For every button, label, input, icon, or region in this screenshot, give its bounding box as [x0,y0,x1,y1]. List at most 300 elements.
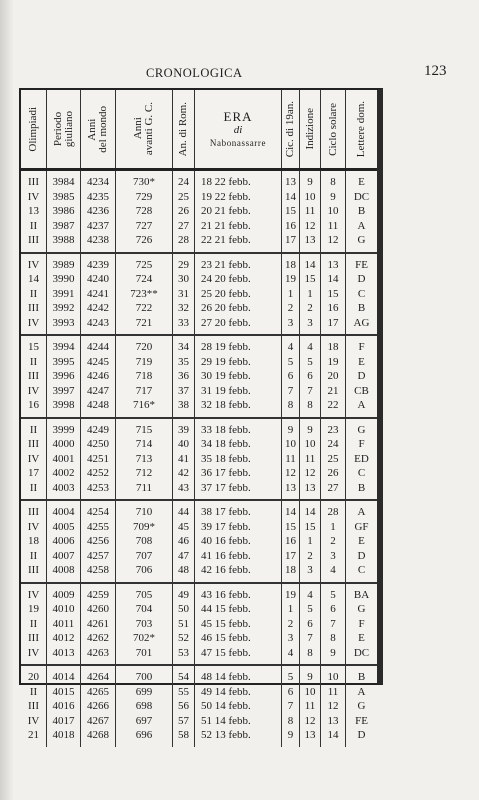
cell-periodo-giuliano: 3990 [52,273,75,285]
cell-ciclo-solare: 14 [327,273,339,285]
cell-ciclo-solare: 16 [327,302,339,314]
cell-periodo-giuliano: 4007 [52,549,75,562]
cell-anno-roma: 55 [178,685,189,698]
table-row [21,272,377,287]
cell-olimpiade: 18 [28,535,39,547]
cell-periodo-giuliano: 3997 [52,384,75,397]
table-row [21,646,377,661]
cell-lettera-domenicale: C [357,564,366,576]
table-row [21,384,377,399]
cell-indizione: 4 [307,341,313,353]
cell-ciclo-lunare: 3 [287,316,294,329]
cell-ciclo-lunare: 2 [287,302,294,314]
cell-era-nabonassarre: 18 22 febb. [201,176,251,188]
table-row [21,631,377,646]
cell-indizione: 13 [304,481,316,494]
cell-anno-avanti-cristo: 716* [133,399,155,411]
cell-anno-avanti-cristo: 696 [135,729,153,741]
cell-anno-avanti-cristo: 701 [135,646,153,659]
col-header-ciclo-solare: Ciclo solare [321,90,346,168]
cell-ciclo-solare: 3 [330,549,336,562]
page-edge-shadow [0,0,14,800]
cell-ciclo-lunare: 1 [287,603,294,615]
row-group [21,419,377,502]
cell-era-nabonassarre: 29 19 febb. [201,355,251,368]
cell-olimpiade: 21 [28,729,39,741]
cell-ciclo-solare: 8 [330,176,336,188]
cell-ciclo-solare: 13 [327,258,339,271]
cell-era-nabonassarre: 51 14 febb. [201,714,251,727]
cell-era-nabonassarre: 26 20 febb. [201,302,251,314]
table-row [21,602,377,617]
cell-anno-mondo: 4261 [87,617,109,630]
cell-anno-avanti-cristo: 709* [133,520,155,533]
cell-anno-avanti-cristo: 729 [135,190,153,203]
row-group [21,666,377,747]
cell-periodo-giuliano: 4014 [52,671,75,683]
cell-anno-mondo: 4240 [87,273,109,285]
col-header-periodo: Periodo giuliano [47,90,81,168]
cell-periodo-giuliano: 3986 [52,205,75,217]
cell-anno-mondo: 4239 [87,258,109,271]
cell-era-nabonassarre: 36 17 febb. [201,467,251,479]
cell-anno-roma: 34 [178,341,189,353]
cell-ciclo-lunare: 12 [285,467,296,479]
cell-ciclo-solare: 23 [327,423,339,436]
cell-ciclo-solare: 2 [330,535,336,547]
cell-anno-avanti-cristo: 698 [135,700,153,712]
cell-olimpiade: IV [27,714,40,727]
cell-olimpiade: II [29,423,38,436]
cell-periodo-giuliano: 4008 [52,564,75,576]
cell-lettera-domenicale: A [357,219,366,232]
cell-ciclo-lunare: 15 [285,520,296,533]
cell-anno-avanti-cristo: 726 [135,234,153,246]
cell-anno-roma: 53 [178,646,189,659]
cell-lettera-domenicale: DC [353,190,370,203]
cell-anno-mondo: 4237 [87,219,109,232]
cell-olimpiade: III [28,438,39,450]
cell-ciclo-lunare: 4 [287,341,294,353]
cell-anno-mondo: 4253 [87,481,109,494]
cell-ciclo-solare: 14 [327,729,339,741]
cell-anno-avanti-cristo: 715 [135,423,153,436]
cell-periodo-giuliano: 4002 [52,467,75,479]
cell-anno-mondo: 4241 [87,287,109,300]
cell-ciclo-lunare: 5 [287,355,294,368]
table-row [21,534,377,549]
cell-olimpiade: IV [27,588,40,601]
cell-ciclo-solare: 11 [327,219,339,232]
cell-indizione: 11 [304,700,316,712]
cell-periodo-giuliano: 4004 [52,506,75,518]
table-row [21,369,377,384]
col-header-roma: An. di Rom. [173,90,195,168]
cell-periodo-giuliano: 4001 [52,452,75,465]
table-row [21,617,377,632]
cell-lettera-domenicale: FE [355,714,368,727]
cell-anno-roma: 40 [178,438,189,450]
cell-era-nabonassarre: 47 15 febb. [201,646,251,659]
cell-indizione: 1 [307,287,313,300]
cell-olimpiade: II [29,355,38,368]
cell-era-nabonassarre: 21 21 febb. [201,219,251,232]
table-row [21,340,377,355]
cell-ciclo-solare: 19 [327,355,339,368]
cell-lettera-domenicale: FE [355,258,368,271]
cell-ciclo-lunare: 9 [287,423,294,436]
cell-periodo-giuliano: 4016 [52,700,75,712]
col-header-indizione: Indizione [300,90,321,168]
cell-indizione: 1 [307,535,313,547]
cell-ciclo-lunare: 11 [285,452,296,465]
cell-ciclo-lunare: 6 [287,685,294,698]
cell-indizione: 12 [304,219,316,232]
cell-anno-avanti-cristo: 700 [135,671,153,683]
cell-periodo-giuliano: 4012 [52,632,75,644]
cell-periodo-giuliano: 3998 [52,399,75,411]
cell-era-nabonassarre: 49 14 febb. [201,685,251,698]
cell-olimpiade: IV [27,520,40,533]
cell-era-nabonassarre: 44 15 febb. [201,603,251,615]
cell-lettera-domenicale: B [357,481,366,494]
cell-era-nabonassarre: 25 20 febb. [201,287,251,300]
cell-era-nabonassarre: 43 16 febb. [201,588,251,601]
cell-era-nabonassarre: 34 18 febb. [201,438,251,450]
cell-anno-mondo: 4249 [87,423,109,436]
cell-anno-mondo: 4250 [87,438,109,450]
cell-periodo-giuliano: 3992 [52,302,75,314]
cell-indizione: 3 [307,564,313,576]
cell-periodo-giuliano: 3988 [52,234,75,246]
cell-ciclo-solare: 27 [327,481,339,494]
cell-indizione: 12 [304,714,316,727]
cell-olimpiade: IV [27,316,40,329]
cell-anno-mondo: 4235 [87,190,109,203]
cell-indizione: 13 [304,729,316,741]
cell-anno-roma: 57 [178,714,189,727]
cell-anno-mondo: 4244 [87,341,109,353]
cell-ciclo-lunare: 1 [287,287,294,300]
cell-lettera-domenicale: A [357,506,366,518]
cell-lettera-domenicale: E [358,176,365,188]
cell-anno-roma: 49 [178,588,189,601]
cell-ciclo-solare: 7 [330,617,336,630]
cell-anno-mondo: 4268 [87,729,109,741]
cell-ciclo-lunare: 5 [287,671,294,683]
row-group [21,584,377,667]
cell-anno-roma: 32 [178,302,189,314]
cell-anno-mondo: 4257 [87,549,109,562]
table-body [21,171,377,747]
cell-ciclo-lunare: 4 [287,646,294,659]
cell-periodo-giuliano: 4005 [52,520,75,533]
cell-ciclo-solare: 5 [330,588,336,601]
cell-anno-roma: 58 [178,729,189,741]
cell-indizione: 11 [304,205,316,217]
table-header [21,90,377,171]
cell-olimpiade: II [29,549,38,562]
table-row [21,452,377,467]
cell-lettera-domenicale: A [357,685,366,698]
cell-ciclo-lunare: 8 [287,399,294,411]
cell-anno-avanti-cristo: 712 [135,467,153,479]
cell-era-nabonassarre: 41 16 febb. [201,549,251,562]
cell-anno-roma: 43 [178,481,189,494]
cell-indizione: 14 [304,258,316,271]
cell-era-nabonassarre: 33 18 febb. [201,423,251,436]
cell-era-nabonassarre: 38 17 febb. [201,506,251,518]
cell-anno-avanti-cristo: 706 [135,564,153,576]
cell-era-nabonassarre: 31 19 febb. [201,384,251,397]
cell-periodo-giuliano: 3991 [52,287,75,300]
cell-olimpiade: III [28,632,39,644]
cell-anno-avanti-cristo: 722 [135,302,153,314]
table-row [21,204,377,219]
cell-indizione: 10 [304,685,316,698]
cell-ciclo-solare: 22 [327,399,339,411]
cell-ciclo-solare: 6 [330,603,336,615]
table-row [21,670,377,685]
cell-periodo-giuliano: 4003 [52,481,75,494]
cell-indizione: 9 [307,671,313,683]
cell-periodo-giuliano: 4017 [52,714,75,727]
cell-lettera-domenicale: G [357,700,366,712]
cell-indizione: 2 [307,302,313,314]
table-row [21,505,377,520]
cell-anno-mondo: 4246 [87,370,109,382]
cell-olimpiade: IV [27,190,40,203]
cell-indizione: 7 [307,632,313,644]
cell-anno-avanti-cristo: 703 [135,617,153,630]
cell-anno-roma: 50 [178,603,189,615]
cell-olimpiade: 13 [28,205,39,217]
cell-lettera-domenicale: ED [354,452,369,465]
cell-anno-avanti-cristo: 719 [135,355,153,368]
cell-ciclo-lunare: 7 [287,700,294,712]
cell-anno-roma: 39 [178,423,189,436]
cell-lettera-domenicale: C [357,287,366,300]
cell-ciclo-lunare: 18 [285,258,296,271]
cell-anno-avanti-cristo: 704 [135,603,153,615]
cell-anno-avanti-cristo: 720 [135,341,153,353]
cell-ciclo-solare: 28 [327,506,339,518]
cell-periodo-giuliano: 4018 [52,729,75,741]
cell-periodo-giuliano: 4013 [52,646,75,659]
cell-anno-mondo: 4242 [87,302,109,314]
table-row [21,466,377,481]
table-row [21,355,377,370]
cell-ciclo-lunare: 14 [285,506,296,518]
table-row [21,520,377,535]
cell-era-nabonassarre: 24 20 febb. [201,273,251,285]
page-title: CRONOLOGICA [146,66,243,80]
cell-era-nabonassarre: 27 20 febb. [201,316,251,329]
cell-indizione: 3 [307,316,313,329]
cell-periodo-giuliano: 4015 [52,685,75,698]
cell-olimpiade: II [29,287,38,300]
cell-ciclo-lunare: 3 [287,632,294,644]
cell-olimpiade: IV [27,258,40,271]
col-header-era: ERA di Nabonassarre [195,90,282,168]
col-header-olimpiadi: Olimpiadi [21,90,47,168]
cell-olimpiade: IV [27,646,40,659]
page-number: 123 [424,63,447,79]
cell-era-nabonassarre: 46 15 febb. [201,632,251,644]
cell-anno-avanti-cristo: 717 [135,384,153,397]
table-row [21,423,377,438]
cell-anno-avanti-cristo: 708 [135,535,153,547]
cell-anno-mondo: 4258 [87,564,109,576]
col-header-ciclo-lunare: Cic. di 19an. [282,90,300,168]
cell-olimpiade: 20 [28,671,39,683]
cell-olimpiade: III [28,176,39,188]
cell-ciclo-lunare: 16 [285,535,296,547]
cell-anno-mondo: 4243 [87,316,109,329]
cell-anno-avanti-cristo: 724 [135,273,153,285]
cell-ciclo-solare: 10 [327,205,339,217]
cell-lettera-domenicale: B [357,671,366,683]
cell-anno-avanti-cristo: 728 [135,205,153,217]
cell-era-nabonassarre: 35 18 febb. [201,452,251,465]
cell-anno-avanti-cristo: 710 [135,506,153,518]
cell-anno-avanti-cristo: 699 [135,685,153,698]
cell-indizione: 13 [304,234,316,246]
cell-ciclo-lunare: 13 [285,481,296,494]
cell-periodo-giuliano: 3994 [52,341,75,353]
cell-lettera-domenicale: AG [353,316,370,329]
cell-periodo-giuliano: 3999 [52,423,75,436]
cell-indizione: 10 [304,190,316,203]
table-row [21,563,377,578]
cell-lettera-domenicale: DC [353,646,370,659]
col-header-mondo: Anni del mondo [81,90,116,168]
cell-indizione: 15 [304,520,316,533]
cell-era-nabonassarre: 32 18 febb. [201,399,251,411]
cell-anno-roma: 31 [178,287,189,300]
cell-olimpiade: IV [27,452,40,465]
cell-anno-mondo: 4234 [87,176,109,188]
cell-ciclo-solare: 9 [330,190,336,203]
cell-lettera-domenicale: D [357,273,366,285]
cell-indizione: 12 [304,467,316,479]
cell-olimpiade: III [28,506,39,518]
cell-anno-avanti-cristo: 713 [135,452,153,465]
table-row [21,714,377,729]
cell-anno-roma: 26 [178,205,189,217]
cell-olimpiade: II [29,617,38,630]
cell-ciclo-solare: 15 [327,287,339,300]
cell-anno-mondo: 4252 [87,467,109,479]
cell-periodo-giuliano: 3989 [52,258,75,271]
cell-periodo-giuliano: 3987 [52,219,75,232]
cell-ciclo-solare: 13 [327,714,339,727]
cell-periodo-giuliano: 3996 [52,370,75,382]
cell-indizione: 5 [307,355,313,368]
row-group [21,171,377,254]
cell-anno-roma: 54 [178,671,189,683]
table-row [21,233,377,248]
table-row [21,437,377,452]
table-row [21,699,377,714]
cell-era-nabonassarre: 50 14 febb. [201,700,251,712]
cell-periodo-giuliano: 4011 [52,617,75,630]
cell-ciclo-solare: 25 [327,452,339,465]
cell-anno-roma: 37 [178,384,189,397]
cell-ciclo-solare: 17 [327,316,339,329]
cell-anno-mondo: 4245 [87,355,109,368]
cell-anno-avanti-cristo: 723** [130,287,158,300]
cell-era-nabonassarre: 39 17 febb. [201,520,251,533]
cell-anno-roma: 52 [178,632,189,644]
cell-ciclo-lunare: 19 [285,273,296,285]
cell-ciclo-solare: 21 [327,384,339,397]
cell-anno-mondo: 4254 [87,506,109,518]
cell-indizione: 14 [304,506,316,518]
cell-era-nabonassarre: 19 22 febb. [201,190,251,203]
cell-indizione: 8 [307,399,313,411]
table-row [21,481,377,496]
cell-era-nabonassarre: 30 19 febb. [201,370,251,382]
cell-olimpiade: II [29,219,38,232]
cell-anno-mondo: 4260 [87,603,109,615]
row-group [21,336,377,419]
cell-ciclo-lunare: 6 [287,370,294,382]
cell-ciclo-solare: 24 [327,438,339,450]
cell-era-nabonassarre: 28 19 febb. [201,341,251,353]
cell-anno-roma: 48 [178,564,189,576]
cell-olimpiade: IV [27,384,40,397]
cell-olimpiade: 17 [28,467,39,479]
cell-era-nabonassarre: 37 17 febb. [201,481,251,494]
cell-indizione: 9 [307,423,313,436]
cell-olimpiade: II [29,685,38,698]
table-row [21,685,377,700]
cell-lettera-domenicale: E [358,535,365,547]
cell-olimpiade: 19 [28,603,39,615]
cell-lettera-domenicale: D [357,549,366,562]
cell-ciclo-lunare: 9 [287,729,294,741]
cell-anno-roma: 28 [178,234,189,246]
col-header-lettere: Lettere dom. [355,100,367,158]
cell-lettera-domenicale: G [357,423,366,436]
cell-periodo-giuliano: 3993 [52,316,75,329]
cell-anno-avanti-cristo: 714 [135,438,153,450]
col-header-avanti: Anni avanti G. C. [116,90,173,168]
cell-ciclo-lunare: 18 [285,564,296,576]
cell-ciclo-solare: 9 [330,646,336,659]
cell-anno-roma: 33 [178,316,189,329]
cell-era-nabonassarre: 20 21 febb. [201,205,251,217]
cell-indizione: 9 [307,176,313,188]
cell-anno-mondo: 4256 [87,535,109,547]
cell-anno-roma: 56 [178,700,189,712]
cell-periodo-giuliano: 4009 [52,588,75,601]
cell-lettera-domenicale: CB [354,384,369,397]
cell-ciclo-solare: 10 [327,671,339,683]
cell-periodo-giuliano: 4006 [52,535,75,547]
cell-ciclo-lunare: 7 [287,384,294,397]
page-header [0,63,479,86]
cell-anno-avanti-cristo: 725 [135,258,153,271]
cell-olimpiade: III [28,564,39,576]
cell-ciclo-solare: 20 [327,370,339,382]
cell-lettera-domenicale: F [358,617,365,630]
table-row [21,728,377,743]
cell-anno-mondo: 4262 [87,632,109,644]
cell-anno-mondo: 4255 [87,520,109,533]
cell-indizione: 8 [307,646,313,659]
